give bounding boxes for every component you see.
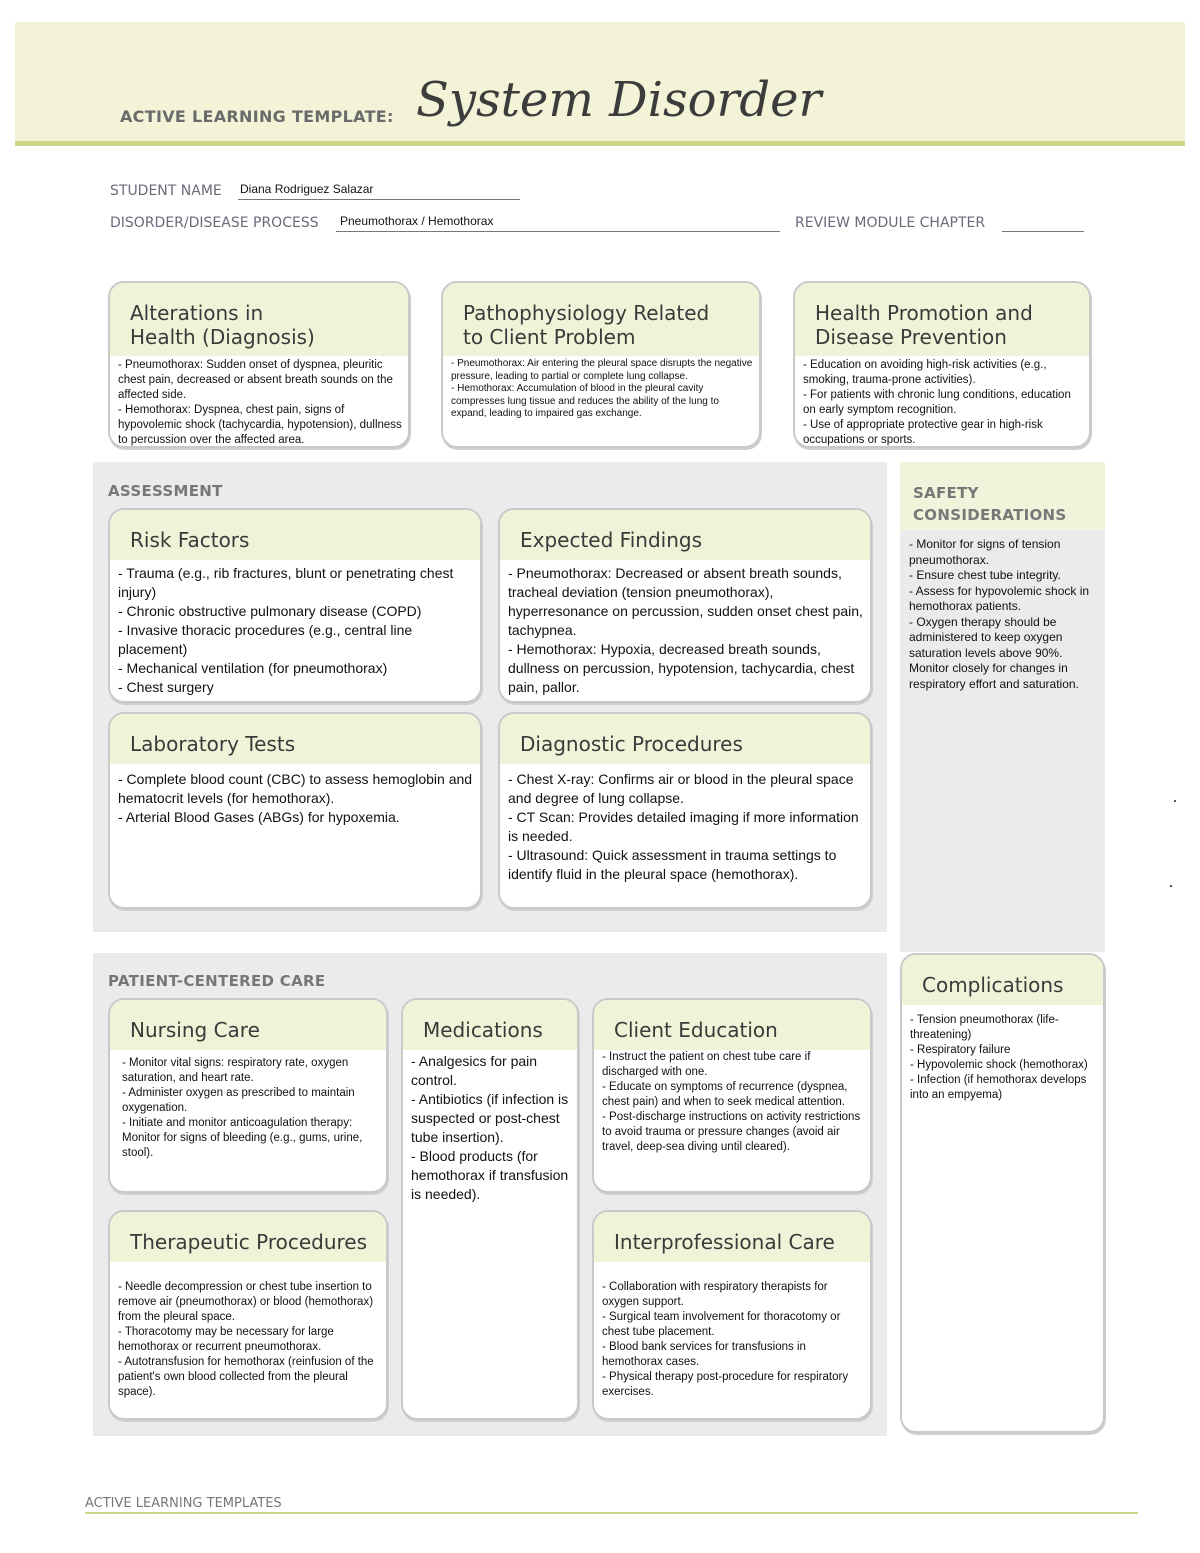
therapeutic-procedures-card (108, 1210, 388, 1420)
complications-title: Complications (902, 955, 1103, 1005)
expected-findings-card (498, 508, 872, 703)
nursing-care-title: Nursing Care (110, 1000, 386, 1050)
interprofessional-care-title: Interprofessional Care (594, 1212, 870, 1262)
complications-body: - Tension pneumothorax (life-threatening) - Respiratory failure - Hypovolemic shock (hemothorax) - Infection (if hemothorax develops into an empyema) (910, 1014, 1088, 1101)
diagnostic-procedures-body: - Chest X-ray: Confirms air or blood in the pleural space and degree of lung collapse. - CT Scan: Provides detailed imaging if more information is needed. - Ultrasound: Quick assessment in trauma settings to identify fluid in the pleural space (hemothorax). (508, 771, 859, 882)
laboratory-tests-body: - Complete blood count (CBC) to assess hemoglobin and hematocrit levels (for hemothorax). - Arterial Blood Gases (ABGs) for hypoxemia. (118, 771, 473, 825)
pathophysiology-title: Pathophysiology Related to Client Problem (443, 283, 759, 356)
medications-title: Medications (403, 1000, 577, 1050)
risk-factors-body: - Trauma (e.g., rib fractures, blunt or penetrating chest injury) - Chronic obstructive pulmonary disease (COPD) - Invasive thoracic procedures (e.g., central line placement) - Mechanical ventilation (for pneumothorax) - Chest surgery (118, 565, 454, 695)
medications-body: - Analgesics for pain control. - Antibiotics (if infection is suspected or post-chest tube insertion). - Blood products (for hemothorax if transfusion is needed). (411, 1053, 569, 1202)
footer-line (85, 1512, 1138, 1514)
review-chapter-field[interactable] (1002, 214, 1084, 232)
review-chapter-label: REVIEW MODULE CHAPTER (795, 215, 986, 231)
template-title: System Disorder (416, 72, 822, 128)
student-name-label: STUDENT NAME (110, 183, 222, 199)
stray-mark (1170, 885, 1172, 887)
stray-mark (1174, 800, 1176, 802)
client-education-body: - Instruct the patient on chest tube care if discharged with one. - Educate on symptoms of recurrence (dyspnea, chest pain) and when to seek medical attention. - Post-discharge instructions on activity restrictions to avoid trauma or pressure changes (avoid air travel, deep-sea diving until cleared). (602, 1051, 861, 1153)
safety-panel (900, 462, 1105, 952)
interprofessional-care-card (592, 1210, 872, 1420)
health-promotion-body: - Education on avoiding high-risk activities (e.g., smoking, trauma-prone activities). - For patients with chronic lung conditions, education on early symptom recognition. - Use of appropriate protective gear in high-risk occupations or sports. (803, 359, 1071, 446)
patient-care-title: PATIENT-CENTERED CARE (108, 972, 326, 990)
pathophysiology-body: - Pneumothorax: Air entering the pleural space disrupts the negative pressure, leading to partial or complete lung collapse. - Hemothorax: Accumulation of blood in the pleural cavity compresses lung tissue and reduces the ability of the lung to expand, leading to impaired gas exchange. (451, 358, 753, 419)
safety-title: SAFETY CONSIDERATIONS (913, 484, 1067, 524)
health-promotion-title: Health Promotion and Disease Prevention (795, 283, 1089, 356)
footer-text: ACTIVE LEARNING TEMPLATES (85, 1496, 282, 1511)
expected-findings-title: Expected Findings (500, 510, 870, 560)
client-education-title: Client Education (594, 1000, 870, 1050)
alterations-card (108, 281, 410, 448)
disorder-value: Pneumothorax / Hemothorax (340, 214, 494, 228)
client-education-card (592, 998, 872, 1193)
safety-body: - Monitor for signs of tension pneumothorax. - Ensure chest tube integrity. - Assess for hypovolemic shock in hemothorax patients. - Oxygen therapy should be administered to keep oxygen saturation levels above 90%. Monitor closely for changes in respiratory effort and saturation. (909, 537, 1090, 691)
risk-factors-title: Risk Factors (110, 510, 480, 560)
health-promotion-card (793, 281, 1091, 448)
medications-card (401, 998, 579, 1420)
interprofessional-care-body: - Collaboration with respiratory therapists for oxygen support. - Surgical team involvement for thoracotomy or chest tube placement. - Blood bank services for transfusions in hemothorax cases. - Physical therapy post-procedure for respiratory exercises. (602, 1281, 849, 1398)
complications-card (900, 953, 1105, 1433)
nursing-care-body: - Monitor vital signs: respiratory rate, oxygen saturation, and heart rate. - Administer oxygen as prescribed to maintain oxygenation. - Initiate and monitor anticoagulation therapy: Monitor for signs of bleeding (e.g., gums, urine, stool). (122, 1057, 363, 1159)
nursing-care-card (108, 998, 388, 1193)
diagnostic-procedures-title: Diagnostic Procedures (500, 714, 870, 764)
laboratory-tests-card (108, 712, 482, 909)
expected-findings-body: - Pneumothorax: Decreased or absent breath sounds, tracheal deviation (tension pneumothorax), hyperresonance on percussion, sudden onset chest pain, tachypnea. - Hemothorax: Hypoxia, decreased breath sounds, dullness on percussion, hypotension, tachycardia, chest pain, pallor. (508, 565, 863, 695)
alterations-body: - Pneumothorax: Sudden onset of dyspnea, pleuritic chest pain, decreased or absent breath sounds on the affected side. - Hemothorax: Dyspnea, chest pain, signs of hypovolemic shock (tachycardia, hypotension), dullness to percussion over the affected area. (118, 359, 402, 446)
therapeutic-procedures-body: - Needle decompression or chest tube insertion to remove air (pneumothorax) or blood (hemothorax) from the pleural space. - Thoracotomy may be necessary for large hemothorax or recurrent pneumothorax. - Autotransfusion for hemothorax (reinfusion of the patient's own blood collected from the pleural space). (118, 1281, 374, 1398)
laboratory-tests-title: Laboratory Tests (110, 714, 480, 764)
assessment-title: ASSESSMENT (108, 482, 223, 500)
template-prefix: ACTIVE LEARNING TEMPLATE: (120, 107, 394, 126)
alterations-title: Alterations in Health (Diagnosis) (110, 283, 408, 356)
diagnostic-procedures-card (498, 712, 872, 909)
disorder-label: DISORDER/DISEASE PROCESS (110, 215, 319, 231)
student-name-value: Diana Rodriguez Salazar (240, 182, 374, 196)
therapeutic-procedures-title: Therapeutic Procedures (110, 1212, 386, 1262)
header-underline (15, 141, 1185, 146)
pathophysiology-card (441, 281, 761, 448)
risk-factors-card (108, 508, 482, 703)
